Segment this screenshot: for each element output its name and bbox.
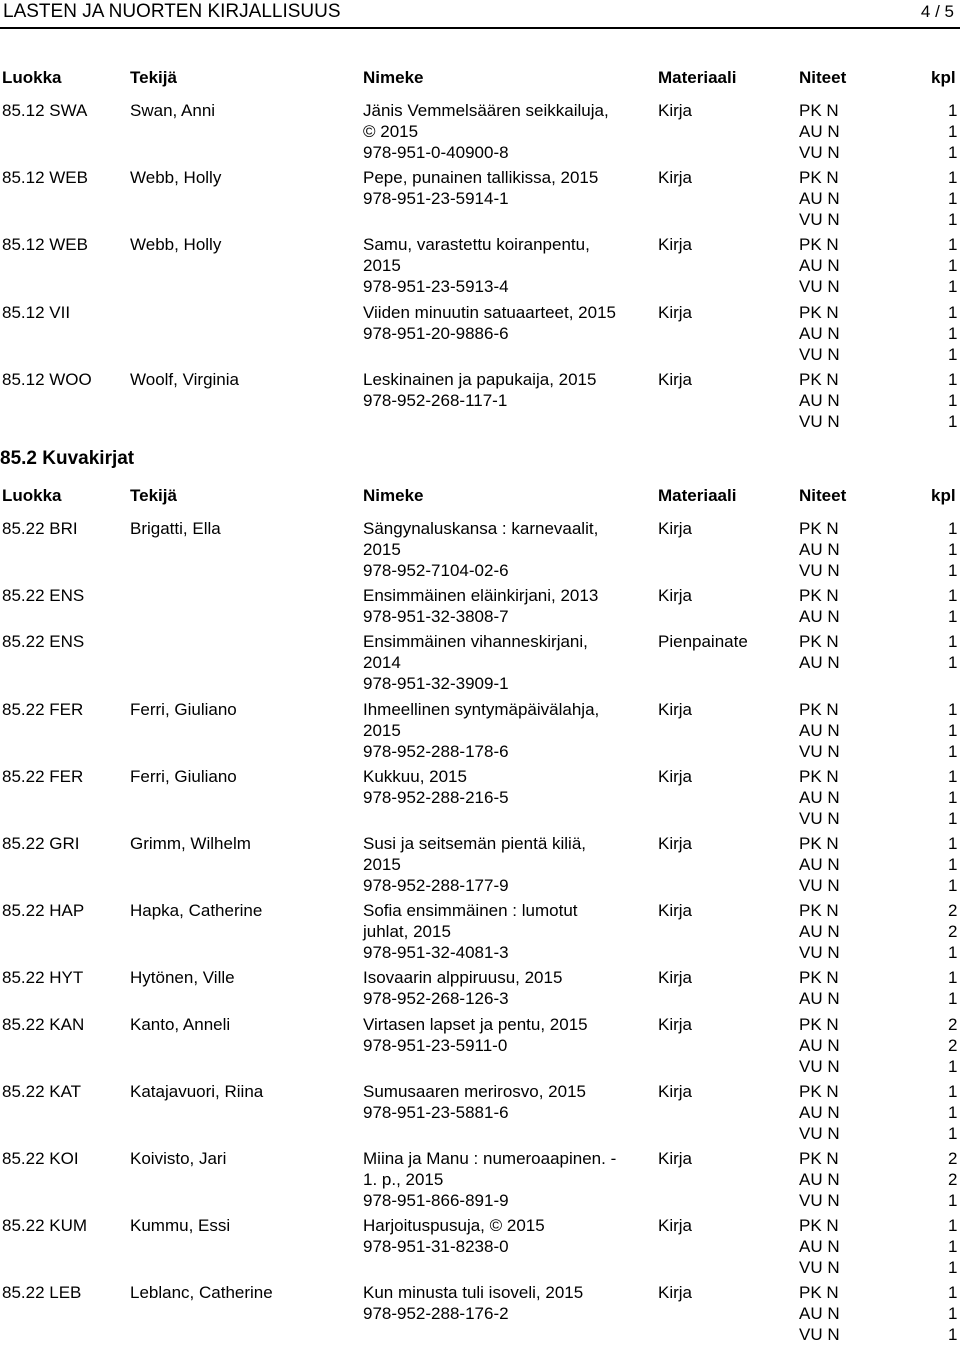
copy-count: 1 (948, 653, 958, 673)
copies-locations (799, 900, 840, 963)
copy-location: PK N (799, 766, 839, 786)
column-header-kpl: kpl (931, 68, 956, 87)
page-number: 4 / 5 (920, 2, 954, 21)
copy-location: AU N (799, 787, 840, 807)
title-line: 2015 (363, 256, 401, 276)
copies-counts (948, 1148, 957, 1211)
copies-locations (799, 167, 840, 230)
copies-counts (948, 1081, 957, 1144)
column-header-luokka: Luokka (2, 486, 62, 505)
title-line: Virtasen lapset ja pentu, 2015 (363, 1014, 588, 1034)
title-cell (363, 234, 648, 297)
title-line: 978-952-268-126-3 (363, 989, 509, 1009)
copies-counts (948, 167, 957, 230)
copy-count: 1 (948, 519, 958, 538)
author: Ferri, Giuliano (130, 766, 237, 786)
class-code: 85.12 WEB (2, 235, 88, 255)
title-cell (363, 1081, 648, 1123)
copy-location: PK N (799, 369, 839, 389)
title-line: 978-952-288-178-6 (363, 741, 509, 761)
author: Katajavuori, Riina (130, 1081, 264, 1101)
title-line: 978-952-7104-02-6 (363, 561, 509, 580)
copy-location: PK N (799, 901, 839, 921)
title-line: Sumusaaren merirosvo, 2015 (363, 1081, 587, 1101)
copies-locations (799, 967, 840, 1009)
copy-count: 1 (948, 1102, 958, 1122)
title-line: Miina ja Manu : numeroaapinen. - (363, 1149, 617, 1168)
material-type: Kirja (658, 1014, 693, 1034)
author: Woolf, Virginia (130, 369, 239, 389)
copy-location: VU N (799, 1325, 840, 1345)
copy-count: 1 (948, 302, 958, 322)
copy-count: 1 (948, 1123, 958, 1143)
copy-count: 2 (948, 1035, 958, 1055)
copy-count: 1 (948, 540, 958, 559)
title-line: Kun minusta tuli isoveli, 2015 (363, 1283, 584, 1303)
copy-count: 1 (948, 876, 958, 895)
material-type: Kirja (658, 586, 693, 606)
copy-location: VU N (799, 143, 840, 162)
title-line: 978-951-23-5881-6 (363, 1102, 509, 1122)
title-line: Ihmeellinen syntymäpäivälahja, (363, 699, 600, 719)
title-cell (363, 167, 648, 209)
copy-location: AU N (799, 323, 840, 343)
title-cell (363, 1282, 648, 1324)
copy-count: 2 (948, 922, 958, 942)
title-line: 1. p., 2015 (363, 1170, 444, 1189)
copies-locations (799, 833, 840, 896)
column-header-niteet: Niteet (799, 68, 847, 87)
class-code: 85.22 ENS (2, 632, 85, 652)
copy-location: VU N (799, 943, 840, 963)
copy-count: 1 (948, 323, 958, 343)
title-line: 2015 (363, 540, 401, 559)
copy-count: 1 (948, 189, 958, 209)
class-code: 85.12 VII (2, 302, 71, 322)
author: Kummu, Essi (130, 1216, 231, 1236)
title-cell (363, 967, 648, 1009)
material-type: Pienpainate (658, 632, 748, 652)
copy-location: PK N (799, 834, 839, 853)
copies-counts (948, 302, 957, 365)
column-header-materiaali: Materiaali (658, 68, 737, 87)
copy-location: AU N (799, 1035, 840, 1055)
copy-count: 1 (948, 390, 958, 410)
copy-count: 1 (948, 210, 958, 230)
title-line: Sängynaluskansa : karnevaalit, (363, 519, 599, 538)
title-line: Susi ja seitsemän pientä kiliä, (363, 834, 587, 853)
copy-location: AU N (799, 607, 840, 627)
column-header-luokka: Luokka (2, 68, 62, 87)
copies-locations (799, 631, 840, 673)
author: Hytönen, Ville (130, 968, 235, 988)
material-type: Kirja (658, 1149, 693, 1168)
copy-count: 1 (948, 834, 958, 853)
copy-location: PK N (799, 699, 839, 719)
title-line: Leskinainen ja papukaija, 2015 (363, 369, 597, 389)
copy-location: VU N (799, 1191, 840, 1210)
title-line: Ensimmäinen eläinkirjani, 2013 (363, 586, 599, 606)
copy-count: 1 (948, 989, 958, 1009)
title-line: Harjoituspusuja, © 2015 (363, 1216, 545, 1236)
copy-location: VU N (799, 1056, 840, 1076)
copy-count: 2 (948, 1014, 958, 1034)
copy-location: VU N (799, 411, 840, 431)
class-code: 85.22 FER (2, 699, 84, 719)
class-code: 85.22 FER (2, 766, 84, 786)
material-type: Kirja (658, 519, 693, 538)
column-header-tekija: Tekijä (130, 486, 177, 505)
copy-count: 1 (948, 143, 958, 162)
copy-location: VU N (799, 741, 840, 761)
copy-location: AU N (799, 1102, 840, 1122)
copy-count: 1 (948, 766, 958, 786)
copy-count: 1 (948, 968, 958, 988)
title-line: Kukkuu, 2015 (363, 766, 467, 786)
copies-counts (948, 766, 957, 829)
title-line: Samu, varastettu koiranpentu, (363, 235, 590, 255)
title-line: 978-952-288-216-5 (363, 787, 509, 807)
author: Brigatti, Ella (130, 519, 221, 538)
author: Hapka, Catherine (130, 901, 263, 921)
material-type: Kirja (658, 302, 693, 322)
title-line: 2014 (363, 653, 401, 673)
material-type: Kirja (658, 1081, 693, 1101)
title-line: © 2015 (363, 122, 419, 141)
copy-location: PK N (799, 968, 839, 988)
copies-locations (799, 369, 840, 432)
title-cell (363, 699, 648, 762)
copies-counts (948, 699, 957, 762)
class-code: 85.12 WOO (2, 369, 92, 389)
title-cell (363, 1014, 648, 1056)
copy-location: PK N (799, 302, 839, 322)
copy-count: 1 (948, 1304, 958, 1324)
title-cell (363, 833, 648, 896)
copies-counts (948, 1215, 957, 1278)
copy-location: PK N (799, 1149, 839, 1168)
copies-locations (799, 518, 840, 581)
author: Leblanc, Catherine (130, 1283, 273, 1303)
material-type: Kirja (658, 766, 693, 786)
copy-count: 1 (948, 787, 958, 807)
copies-counts (948, 234, 957, 297)
copies-counts (948, 100, 957, 163)
copy-count: 1 (948, 344, 958, 364)
copies-locations (799, 1014, 840, 1077)
copies-locations (799, 1148, 840, 1211)
class-code: 85.12 SWA (2, 101, 88, 120)
copy-count: 1 (948, 1237, 958, 1257)
copy-location: PK N (799, 519, 839, 538)
copy-location: AU N (799, 1304, 840, 1324)
column-header-nimeke: Nimeke (363, 68, 424, 87)
material-type: Kirja (658, 168, 693, 188)
material-type: Kirja (658, 834, 693, 853)
title-line: 978-951-32-3808-7 (363, 607, 509, 627)
copy-location: AU N (799, 855, 840, 874)
material-type: Kirja (658, 901, 693, 921)
copy-location: VU N (799, 210, 840, 230)
copy-count: 1 (948, 168, 958, 188)
title-cell (363, 369, 648, 411)
copy-location: VU N (799, 808, 840, 828)
class-code: 85.22 KAT (2, 1081, 82, 1101)
copy-location: AU N (799, 989, 840, 1009)
class-code: 85.12 WEB (2, 168, 88, 188)
author: Koivisto, Jari (130, 1149, 227, 1168)
title-line: Viiden minuutin satuaarteet, 2015 (363, 302, 616, 322)
copy-location: AU N (799, 540, 840, 559)
title-line: 978-952-288-177-9 (363, 876, 509, 895)
copy-count: 2 (948, 1170, 958, 1189)
column-header-niteet: Niteet (799, 486, 847, 505)
copies-counts (948, 585, 957, 627)
title-cell (363, 766, 648, 808)
title-line: 978-952-268-117-1 (363, 390, 508, 410)
copy-location: PK N (799, 1216, 839, 1236)
copy-location: PK N (799, 586, 839, 606)
title-cell (363, 1215, 648, 1257)
copy-location: PK N (799, 101, 839, 120)
copy-location: AU N (799, 922, 840, 942)
copy-count: 1 (948, 699, 958, 719)
copy-location: PK N (799, 235, 839, 255)
title-line: 978-951-23-5914-1 (363, 189, 509, 209)
copies-counts (948, 369, 957, 432)
column-header-materiaali: Materiaali (658, 486, 737, 505)
copies-counts (948, 1282, 957, 1345)
title-line: 2015 (363, 855, 401, 874)
copy-location: PK N (799, 632, 839, 652)
title-cell (363, 585, 648, 627)
copy-location: VU N (799, 344, 840, 364)
title-cell (363, 100, 648, 163)
copy-location: AU N (799, 1237, 840, 1257)
copy-count: 1 (948, 586, 958, 606)
copies-counts (948, 631, 957, 673)
author: Swan, Anni (130, 101, 216, 120)
class-code: 85.22 HAP (2, 901, 85, 921)
copies-locations (799, 766, 840, 829)
title-line: Isovaarin alppiruusu, 2015 (363, 968, 563, 988)
column-header-tekija: Tekijä (130, 68, 177, 87)
class-code: 85.22 KAN (2, 1014, 85, 1034)
copy-count: 1 (948, 369, 958, 389)
copy-location: AU N (799, 189, 840, 209)
copies-locations (799, 1282, 840, 1345)
author: Grimm, Wilhelm (130, 834, 251, 853)
copy-location: VU N (799, 277, 840, 297)
material-type: Kirja (658, 235, 693, 255)
document-title: LASTEN JA NUORTEN KIRJALLISUUS (3, 1, 341, 22)
copies-counts (948, 833, 957, 896)
copy-count: 1 (948, 1056, 958, 1076)
column-header-kpl: kpl (931, 486, 956, 505)
copy-count: 1 (948, 256, 958, 276)
copy-count: 1 (948, 122, 958, 141)
material-type: Kirja (658, 369, 693, 389)
copy-location: AU N (799, 256, 840, 276)
title-line: 978-951-32-3909-1 (363, 674, 509, 694)
copy-location: AU N (799, 1170, 840, 1189)
copies-locations (799, 100, 840, 163)
copies-counts (948, 1014, 957, 1077)
title-line: 978-951-31-8238-0 (363, 1237, 509, 1257)
copy-count: 1 (948, 1216, 958, 1236)
copy-count: 1 (948, 1325, 958, 1345)
material-type: Kirja (658, 101, 693, 120)
material-type: Kirja (658, 1216, 693, 1236)
class-code: 85.22 GRI (2, 834, 80, 853)
copy-location: VU N (799, 1123, 840, 1143)
copy-location: PK N (799, 1081, 839, 1101)
material-type: Kirja (658, 699, 693, 719)
title-line: Ensimmäinen vihanneskirjani, (363, 632, 588, 652)
class-code: 85.22 HYT (2, 968, 84, 988)
copies-locations (799, 1081, 840, 1144)
copy-count: 1 (948, 720, 958, 740)
copy-location: AU N (799, 720, 840, 740)
copies-counts (948, 900, 957, 963)
section-title: 85.2 Kuvakirjat (0, 448, 135, 469)
copies-locations (799, 1215, 840, 1278)
title-cell (363, 518, 648, 581)
title-line: 978-952-288-176-2 (363, 1304, 509, 1324)
copies-counts (948, 518, 957, 581)
copy-count: 2 (948, 1149, 958, 1168)
title-cell (363, 900, 648, 963)
class-code: 85.22 KOI (2, 1149, 79, 1168)
title-line: 2015 (363, 720, 401, 740)
copy-location: VU N (799, 1258, 840, 1278)
copy-count: 1 (948, 607, 958, 627)
material-type: Kirja (658, 968, 693, 988)
copies-locations (799, 234, 840, 297)
copy-count: 1 (948, 632, 958, 652)
copy-count: 2 (948, 901, 958, 921)
copy-location: PK N (799, 1014, 839, 1034)
copy-count: 1 (948, 1081, 958, 1101)
title-line: 978-951-23-5913-4 (363, 277, 509, 297)
class-code: 85.22 LEB (2, 1283, 82, 1303)
author: Webb, Holly (130, 168, 222, 188)
title-line: Pepe, punainen tallikissa, 2015 (363, 168, 599, 188)
copy-count: 1 (948, 561, 958, 580)
class-code: 85.22 ENS (2, 586, 85, 606)
copy-count: 1 (948, 741, 958, 761)
class-code: 85.22 BRI (2, 519, 78, 538)
title-line: 978-951-20-9886-6 (363, 323, 509, 343)
copy-count: 1 (948, 277, 958, 297)
title-cell (363, 302, 648, 344)
title-line: 978-951-866-891-9 (363, 1191, 509, 1210)
title-line: Jänis Vemmelsäären seikkailuja, (363, 101, 609, 120)
copy-count: 1 (948, 808, 958, 828)
author: Ferri, Giuliano (130, 699, 237, 719)
copy-location: PK N (799, 1283, 839, 1303)
author: Webb, Holly (130, 235, 222, 255)
title-line: 978-951-0-40900-8 (363, 143, 509, 162)
copy-count: 1 (948, 411, 958, 431)
copy-location: VU N (799, 876, 840, 895)
title-cell (363, 1148, 648, 1211)
copy-location: AU N (799, 653, 840, 673)
copy-count: 1 (948, 855, 958, 874)
copies-locations (799, 699, 840, 762)
copy-location: VU N (799, 561, 840, 580)
material-type: Kirja (658, 1283, 693, 1303)
title-cell (363, 631, 648, 694)
copies-locations (799, 585, 840, 627)
copy-count: 1 (948, 943, 958, 963)
copy-count: 1 (948, 235, 958, 255)
title-line: juhlat, 2015 (363, 922, 451, 942)
copy-count: 1 (948, 101, 958, 120)
class-code: 85.22 KUM (2, 1216, 88, 1236)
copy-count: 1 (948, 1283, 958, 1303)
title-line: 978-951-23-5911-0 (363, 1035, 508, 1055)
column-header-nimeke: Nimeke (363, 486, 424, 505)
copy-location: AU N (799, 122, 840, 141)
copy-location: PK N (799, 168, 839, 188)
copy-location: AU N (799, 390, 840, 410)
title-line: Sofia ensimmäinen : lumotut (363, 901, 578, 921)
title-line: 978-951-32-4081-3 (363, 943, 509, 963)
copies-locations (799, 302, 840, 365)
copy-count: 1 (948, 1191, 958, 1210)
copy-count: 1 (948, 1258, 958, 1278)
copies-counts (948, 967, 957, 1009)
author: Kanto, Anneli (130, 1014, 231, 1034)
